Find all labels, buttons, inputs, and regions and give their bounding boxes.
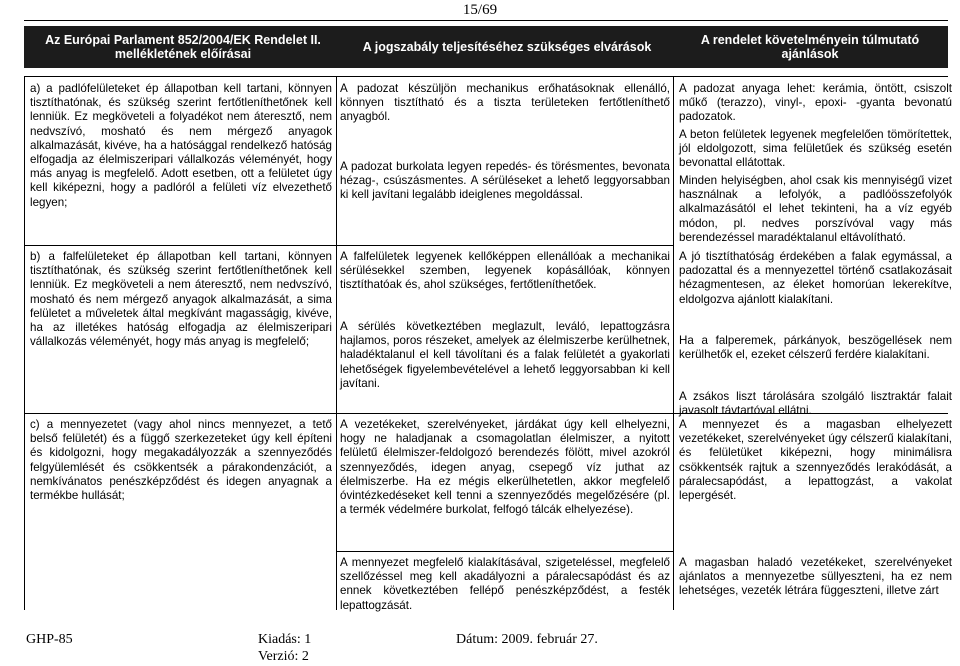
regulation-item-b: b) a falfelületeket ép állapotban kell tartani, könnyen tisztíthatónak, és szükség szerint fertőtleníthetőnek kell lenniük. Ez megköveteli a nem áteresztő, nem nedvszívó, mosható és nem mérgező anyagok alkalmazását, a sima felületet a műveletek által megkívánt magasságig, kivéve, ha az illetékes hatóság elfogadja az élelmiszeripari vállalkozás véleményét, hogy más anyag is megfelelő; <box>30 250 332 349</box>
cell-divider <box>336 551 673 552</box>
table-header <box>24 26 948 68</box>
footer-edition: Kiadás: 1 <box>258 632 312 647</box>
table-top-border <box>24 76 948 77</box>
row-divider-1 <box>24 245 673 246</box>
header-recommendations: A rendelet követelményein túlmutató ajánlások <box>700 33 920 61</box>
expectation-pipes-placement: A vezetékeket, szerelvényeket, járdákat úgy kell elhelyezni, hogy ne haladjanak a csomagolatlan élelmiszer, a nyitott felületű élelmiszer-feldolgozó berendezés fölött, mivel azokról szennyeződés, idegen anyag, csepegő víz juthat az élelmiszerbe. Ha ez mégis elkerülhetetlen, akkor megfelelő óvintézkedéseket kell tenni a szennyeződés megelőzésére (pl. a termék védelmére burkolat, felfogó tálcák elhelyezése). <box>340 418 670 517</box>
recommendation-wall-joints: A jó tisztíthatóság érdekében a falak egymással, a padozattal és a mennyezettel történő csatlakozásait hézagmentesen, az éleket homorúan lekerekítve, eldolgozva ajánlott kialakítani. <box>679 250 952 306</box>
recommendation-ledges: Ha a falperemek, párkányok, beszögellések nem kerülhetők el, ezeket célszerű ferdére kialakítani. <box>679 334 952 362</box>
recommendation-flour-storage: A zsákos liszt tárolására szolgáló lisztraktár falait javasolt távtartóval ellátni. <box>679 390 952 418</box>
expectation-floor-material: A padozat készüljön mechanikus erőhatásoknak ellenálló, könnyen tisztítható és a tiszta területeken fertőtleníthető anyagból. <box>340 82 670 124</box>
expectation-wall-damage: A sérülés következtében meglazult, leváló, lepattogzásra hajlamos, poros részeket, amelyek az élelmiszerbe kerülhetnek, haladéktalanul el kell távolítani és a falak felületét a gyakorlati lehetőségek figyelembevételével a lehető leggyorsabban ki kell javítani. <box>340 320 670 390</box>
top-rule <box>24 20 948 21</box>
page-number: 15/69 <box>462 2 498 18</box>
column-divider-1 <box>336 76 337 610</box>
recommendation-floor-material: A padozat anyaga lehet: kerámia, öntött, csiszolt műkő (terazzo), vinyl-, epoxi- -gyanta bevonatú padozatok. <box>679 82 952 124</box>
recommendation-ceiling-surfaces: A mennyezet és a magasban elhelyezett vezetékeket, szerelvényeket úgy célszerű kialakítani, és felületüket kiképezni, hogy minimálisra csökkentsék rajtuk a szennyeződés lerakódását, a páralecsapódást, a lepattogzást, a vakolat lepergését. <box>679 418 952 503</box>
regulation-item-c: c) a mennyezetet (vagy ahol nincs mennyezet, a tető belső felületét) és a függő szerkezeteket úgy kell építeni és kidolgozni, hogy megakadályozzák a szennyeződés felgyülemlését és csökkentsék a párakondenzációt, a nemkívánatos penészképződést és idegen anyagnak a termékbe hullását; <box>30 418 332 503</box>
expectation-ceiling-condensation: A mennyezet megfelelő kialakításával, szigeteléssel, megfelelő szellőzéssel meg kell akadályozni a páralecsapódást és az ennek következtében fellépő penészképződést, a festék lepattogzását. <box>340 556 670 612</box>
expectation-floor-covering: A padozat burkolata legyen repedés- és törésmentes, bevonata hézag-, csúszásmentes. A sérüléseket a lehető leggyorsabban ki kell javítani legalább ideiglenes megoldással. <box>340 160 670 202</box>
footer-version: Verzió: 2 <box>258 649 309 664</box>
regulation-item-a: a) a padlófelületeket ép állapotban kell tartani, könnyen tisztíthatónak, és szükség szerint fertőtleníthetőnek kell lenniük. Ez megköveteli a folyadékot nem áteresztő, nem nedvszívó, mosható és nem mérgező anyagok alkalmazását, kivéve, ha a hatósággal rendelkező hatóság elfogadja az élelmiszeripari vállalkozás véleményét, hogy más anyag is megfelelő. Adott esetben, ott a felületet úgy kell kiképezni, hogy a padlóról a felületi víz elvezethető legyen; <box>30 82 332 209</box>
expectation-wall-resistance: A falfelületek legyenek kellőképpen ellenállóak a mechanikai sérülésekkel szemben, legyenek kopásállóak, könnyen tisztíthatóak és, ahol szükséges, fertőtleníthetőek. <box>340 250 670 292</box>
recommendation-concrete: A beton felületek legyenek megfelelően tömörítettek, jól eldolgozott, sima felületűek és szükség esetén bevonattal ellátottak. <box>679 128 952 170</box>
table-border-left <box>24 76 25 610</box>
header-regulation: Az Európai Parlament 852/2004/EK Rendelet II. mellékletének előírásai <box>45 33 321 61</box>
recommendation-recessed-pipes: A magasban haladó vezetékeket, szerelvényeket ajánlatos a mennyezetbe süllyeszteni, ha ez nem lehetséges, vezeték létrára függeszteni, illetve zárt <box>679 556 952 598</box>
column-divider-2 <box>673 76 674 610</box>
header-expectations: A jogszabály teljesítéséhez szükséges elvárások <box>362 40 652 54</box>
recommendation-drains: Minden helyiségben, ahol csak kis mennyiségű vizet használnak a lefolyók, a padlóösszefolyók alkalmazásától el lehet tekinteni, ha a víz egyéb módon, pl. nedves porszívóval vagy más berendezéssel maradéktalanul eltávolítható. <box>679 174 952 244</box>
footer-document-code: GHP-85 <box>26 632 73 647</box>
footer-date: Dátum: 2009. február 27. <box>456 632 598 647</box>
